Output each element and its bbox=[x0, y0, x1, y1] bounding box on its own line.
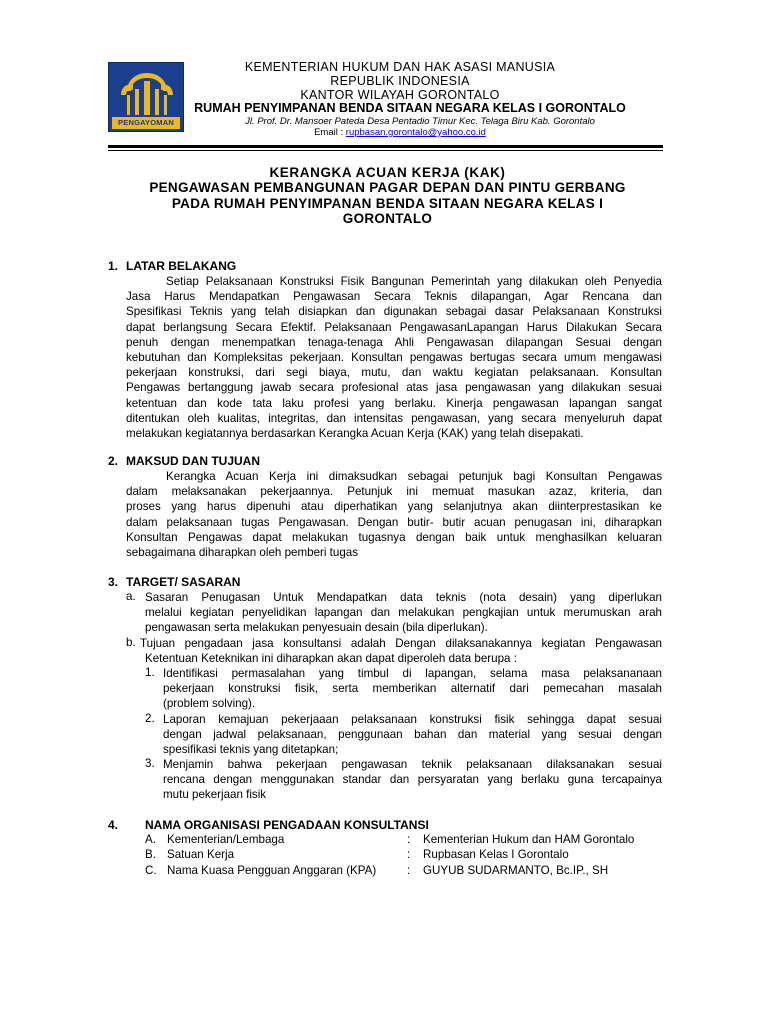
paragraph-line: Sasaran Penugasan Untuk Mendapatkan data teknis (nota desain) yang diperlukan bbox=[145, 591, 662, 604]
section-2-body bbox=[126, 469, 662, 560]
paragraph-line: proses yang harus dipenuhi atau diperhatikan yang selanjutnya akan diinterprestasikan ke bbox=[126, 500, 662, 514]
section-title: NAMA ORGANISASI PENGADAAN KONSULTANSI bbox=[145, 818, 429, 832]
paragraph-line: Laporan kemajuan pekerjaaan pelaksanaan konstruksi fisik sehingga dapat sesuai bbox=[163, 713, 662, 726]
document-title: KERANGKA ACUAN KERJA (KAK) bbox=[269, 165, 506, 180]
section-number: 3. bbox=[108, 575, 119, 589]
org-row bbox=[145, 864, 608, 879]
paragraph-line: spesifikasi teknis yang ditetapkan; bbox=[163, 743, 339, 757]
country-name: REPUBLIK INDONESIA bbox=[330, 74, 470, 88]
ministry-name: KEMENTERIAN HUKUM DAN HAK ASASI MANUSIA bbox=[244, 60, 556, 74]
org-row-colon: : bbox=[407, 864, 411, 877]
paragraph-line: Jasa Harus Mendapatkan Pengawasan Secara Teknis dilapangan, Agar Rencana dan bbox=[126, 290, 662, 304]
org-row bbox=[145, 848, 569, 863]
institution-name: RUMAH PENYIMPANAN BENDA SITAAN NEGARA KELAS I GORONTALO bbox=[194, 101, 626, 115]
paragraph-line: dengan jadwal pelaksanaan, penggunaan bahan dan material yang sesuai dengan bbox=[163, 728, 662, 742]
list-letter-b: b. bbox=[126, 636, 136, 649]
target-item-a bbox=[145, 590, 662, 636]
section-1-body bbox=[126, 274, 662, 441]
section-title: LATAR BELAKANG bbox=[126, 259, 237, 273]
sub-item-number: 1. bbox=[145, 666, 155, 679]
section-heading-target-sasaran bbox=[108, 575, 240, 589]
section-number: 2. bbox=[108, 454, 119, 468]
sub-item-1 bbox=[163, 666, 662, 712]
org-row-value: GUYUB SUDARMANTO, Bc.IP., SH bbox=[423, 864, 609, 877]
section-heading-organisasi bbox=[108, 818, 429, 832]
paragraph-line: pekerjaan konstruksi fisik, serta memberikan alternatif dari pemecahan masalah bbox=[163, 682, 662, 696]
org-row-letter: B. bbox=[145, 848, 156, 861]
org-row-value: Rupbasan Kelas I Gorontalo bbox=[423, 848, 569, 861]
sub-item-number: 2. bbox=[145, 712, 155, 725]
org-row-letter: C. bbox=[145, 864, 157, 877]
section-number: 1. bbox=[108, 259, 119, 273]
paragraph-line: penuh dengan menempatkan tenaga-tenaga Ahli Pengawasan dilapangan Sesuai dengan bbox=[126, 335, 662, 349]
paragraph-line: rencana dengan menggunakan standar dan persyaratan yang berlaku guna tercapainya bbox=[163, 773, 662, 787]
letterhead-divider-thick bbox=[108, 145, 663, 148]
paragraph-line: (problem solving). bbox=[163, 697, 256, 711]
sub-item-3 bbox=[163, 757, 662, 803]
paragraph-line: Menjamin bahwa pekerjaan pengawasan teknik pelaksanaan dilaksanakan sesuai bbox=[163, 758, 662, 771]
section-title: TARGET/ SASARAN bbox=[126, 575, 241, 589]
paragraph-line: melakukan kegiatannya berdasarkan Kerangka Acuan Kerja (KAK) yang telah disepakati. bbox=[126, 427, 584, 441]
section-heading-latar-belakang bbox=[108, 259, 236, 273]
paragraph-line: mutu pekerjaan fisik bbox=[163, 788, 267, 802]
org-row-label: Satuan Kerja bbox=[167, 848, 235, 861]
section-heading-maksud-tujuan bbox=[108, 454, 260, 468]
paragraph-line: dalam pelaksanaan tugas Pengawasan. Dengan butir- butir acuan penugasan ini, diharapkan bbox=[126, 515, 662, 529]
paragraph-line: dalam melaksanakan pekerjaannya. Petunjuk ini memuat masukan azaz, kriteria, dan bbox=[126, 485, 662, 499]
section-number: 4. bbox=[108, 818, 119, 832]
paragraph-line: sebagaimana diharapkan oleh pemberi tugas bbox=[126, 546, 359, 560]
paragraph-line: dapat berlangsung Secara Efektif. Pelaksanaan PengawasanLapangan Harus Dilakukan Secara bbox=[126, 320, 662, 334]
org-row-colon: : bbox=[407, 848, 411, 861]
email-link[interactable]: rupbasan.gorontalo@yahoo.co.id bbox=[345, 127, 486, 138]
paragraph-line: Tujuan pengadaan jasa konsultansi adalah Dengan dilaksanakannya kegiatan Pengawasan bbox=[140, 637, 662, 650]
sub-item-2 bbox=[163, 712, 662, 758]
document-subtitle-line1: PENGAWASAN PEMBANGUNAN PAGAR DEPAN DAN PINTU GERBANG bbox=[149, 180, 626, 195]
paragraph-line: Spesifikasi Teknis yang telah disiapkan dan digunakan sebagai dasar Pelaksanaan Konstruksi bbox=[126, 305, 662, 319]
paragraph-line: kebutuhan dan Kompleksitas pekerjaan. Konsultan pengawas bertugas secara umum mengawasi bbox=[126, 351, 662, 365]
regional-office: KANTOR WILAYAH GORONTALO bbox=[300, 88, 500, 102]
org-row bbox=[145, 833, 634, 848]
org-row-value: Kementerian Hukum dan HAM Gorontalo bbox=[423, 833, 635, 846]
section-title: MAKSUD DAN TUJUAN bbox=[126, 454, 260, 468]
paragraph-line: Ketentuan Keteknikan ini diharapkan akan dapat diperoleh data berupa : bbox=[145, 652, 517, 666]
org-row-label: Kementerian/Lembaga bbox=[167, 833, 285, 846]
paragraph-line: Konsultan Pengawas dapat melakukan tugasnya dengan baik untuk menghasilkan keluaran bbox=[126, 530, 662, 544]
document-subtitle-line3: GORONTALO bbox=[342, 211, 433, 226]
email-label: Email : bbox=[314, 127, 346, 138]
paragraph-line: ditentukan oleh kualitas, integritas, dan intensitas pengawasan, yang secara menyeluruh dapat bbox=[126, 411, 662, 425]
paragraph-line: pekerjaan konstruksi, dari segi biaya, mutu, dan waktu kegiatan pelaksanaan. Konsultan bbox=[126, 366, 662, 380]
logo-caption: PENGAYOMAN bbox=[112, 117, 180, 129]
letterhead-divider-thin bbox=[108, 150, 663, 151]
institution-address: Jl. Prof. Dr. Mansoer Pateda Desa Pentadio Timur Kec. Telaga Biru Kab. Gorontalo bbox=[245, 116, 595, 127]
pengayoman-logo-icon bbox=[108, 62, 184, 132]
target-item-b bbox=[140, 636, 662, 666]
list-letter-a: a. bbox=[126, 590, 136, 603]
paragraph-line: Setiap Pelaksanaan Konstruksi Fisik Bangunan Pemerintah yang dilakukan oleh Penyedia bbox=[166, 275, 662, 288]
org-row-letter: A. bbox=[145, 833, 156, 846]
document-subtitle-line2: PADA RUMAH PENYIMPANAN BENDA SITAAN NEGARA KELAS I bbox=[171, 196, 604, 211]
institution-email bbox=[190, 127, 610, 138]
paragraph-line: Pengawas bertanggung jawab secara profesional atas jasa pengawasan yang dilakukan sesuai bbox=[126, 381, 662, 395]
paragraph-line: ketentuan dan kode tata laku profesi yang berlaku. Kinerja pengawasan lapangan sangat bbox=[126, 396, 662, 410]
paragraph-line: Kerangka Acuan Kerja ini dimaksudkan sebagai petunjuk bagi Konsultan Pengawas bbox=[166, 470, 662, 483]
org-row-colon: : bbox=[407, 833, 411, 846]
paragraph-line: pengawasan serta melakukan penyesuain desain (bila diperlukan). bbox=[145, 621, 488, 635]
org-row-label: Nama Kuasa Pengguan Anggaran (KPA) bbox=[167, 864, 377, 877]
paragraph-line: melalui kegiatan penyelidikan lapangan dan melakukan pengkajian untuk merumuskan arah bbox=[145, 606, 662, 620]
sub-item-number: 3. bbox=[145, 757, 155, 770]
paragraph-line: Identifikasi permasalahan yang timbul di lapangan, selama masa pelaksananaan bbox=[163, 667, 662, 680]
